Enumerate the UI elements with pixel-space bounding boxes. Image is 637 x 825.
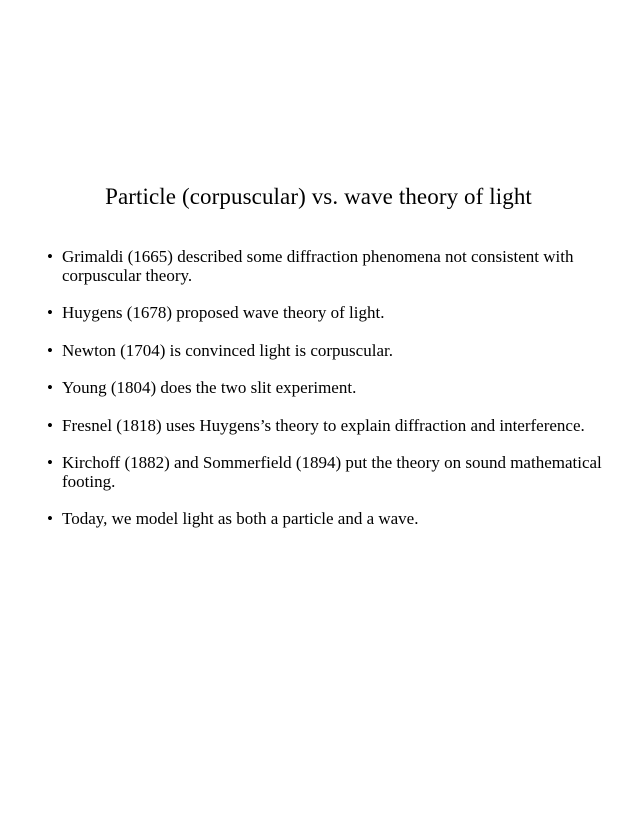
bullet-icon: • bbox=[47, 453, 53, 472]
bullet-text: Newton (1704) is convinced light is corpuscular. bbox=[62, 340, 393, 360]
bullet-text: Grimaldi (1665) described some diffraction phenomena not consistent with corpuscular theory. bbox=[62, 247, 574, 285]
bullet-icon: • bbox=[47, 415, 53, 435]
bullet-icon: • bbox=[47, 340, 53, 360]
bullet-text: Huygens (1678) proposed wave theory of light. bbox=[62, 303, 385, 322]
bullet-text: Fresnel (1818) uses Huygens’s theory to explain diffraction and interference. bbox=[62, 415, 585, 435]
slide-title: Particle (corpuscular) vs. wave theory of light bbox=[105, 184, 532, 209]
bullet-icon: • bbox=[47, 303, 53, 322]
bullet-item-young bbox=[47, 379, 607, 398]
bullet-icon: • bbox=[47, 378, 53, 397]
bullet-list bbox=[47, 248, 607, 548]
bullet-item-grimaldi bbox=[47, 248, 607, 285]
bullet-icon: • bbox=[47, 509, 53, 528]
bullet-item-newton bbox=[47, 342, 607, 361]
bullet-text: Kirchoff (1882) and Sommerfield (1894) put the theory on sound mathematical footing. bbox=[62, 453, 602, 491]
bullet-text: Today, we model light as both a particle and a wave. bbox=[62, 509, 419, 528]
bullet-item-huygens bbox=[47, 304, 607, 323]
bullet-item-fresnel bbox=[47, 417, 607, 436]
bullet-icon: • bbox=[47, 247, 53, 266]
bullet-item-today bbox=[47, 510, 607, 529]
bullet-item-kirchoff-sommerfield bbox=[47, 454, 607, 491]
bullet-text: Young (1804) does the two slit experiment. bbox=[62, 378, 357, 397]
